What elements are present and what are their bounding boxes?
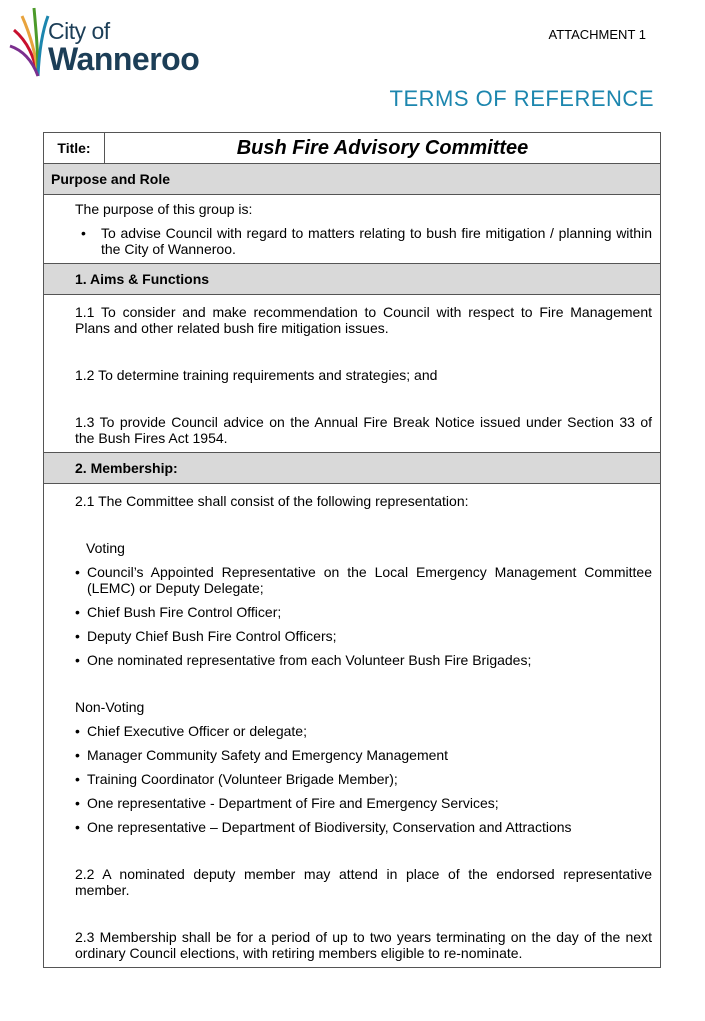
purpose-heading: Purpose and Role xyxy=(44,164,661,195)
aims-paragraph-3: 1.3 To provide Council advice on the Annual Fire Break Notice issued under Section 33 of the Bush Fires Act 1954. xyxy=(75,414,652,446)
committee-title: Bush Fire Advisory Committee xyxy=(105,133,661,164)
document-type-heading: TERMS OF REFERENCE xyxy=(389,86,654,111)
nonvoting-item: • Training Coordinator (Volunteer Brigade Member); xyxy=(75,771,398,787)
purpose-section xyxy=(44,195,661,264)
logo-text-wanneroo: Wanneroo xyxy=(48,41,200,77)
purpose-intro: The purpose of this group is: xyxy=(75,201,253,217)
terms-table xyxy=(43,132,661,968)
voting-item: • Council’s Appointed Representative on the Local Emergency Management Committee (LEMC) or Deputy Delegate; xyxy=(75,564,652,596)
attachment-label: ATTACHMENT 1 xyxy=(548,27,646,42)
title-label: Title: xyxy=(44,133,105,164)
aims-paragraph-1: 1.1 To consider and make recommendation to Council with respect to Fire Management Plans and other related bush fire mitigation issues. xyxy=(75,304,652,336)
nonvoting-item: • Chief Executive Officer or delegate; xyxy=(75,723,307,739)
city-of-wanneroo-logo xyxy=(8,2,223,78)
voting-item: • Deputy Chief Bush Fire Control Officers; xyxy=(75,628,337,644)
voting-label: Voting xyxy=(86,540,125,556)
bullet-symbol: • xyxy=(81,225,86,241)
purpose-bullet xyxy=(75,225,652,257)
aims-section xyxy=(44,295,661,453)
membership-paragraph-3: 2.3 Membership shall be for a period of up to two years terminating on the day of the next ordinary Council elections, with retiring members eligible to re-nominate. xyxy=(75,929,652,961)
membership-paragraph-1: 2.1 The Committee shall consist of the following representation: xyxy=(75,493,469,509)
aims-paragraph-2: 1.2 To determine training requirements and strategies; and xyxy=(75,367,438,383)
logo-text-city-of: City of xyxy=(48,18,110,44)
nonvoting-item: • One representative – Department of Biodiversity, Conservation and Attractions xyxy=(75,819,572,835)
nonvoting-label: Non-Voting xyxy=(75,699,145,715)
nonvoting-item: • One representative - Department of Fire and Emergency Services; xyxy=(75,795,499,811)
purpose-bullet-text: To advise Council with regard to matters relating to bush fire mitigation / planning within the City of Wanneroo. xyxy=(101,225,652,257)
membership-section xyxy=(44,484,661,968)
grasstree-logo-icon xyxy=(8,2,52,78)
aims-heading: 1. Aims & Functions xyxy=(44,264,661,295)
voting-item: • Chief Bush Fire Control Officer; xyxy=(75,604,282,620)
membership-paragraph-2: 2.2 A nominated deputy member may attend in place of the endorsed representative member. xyxy=(75,866,652,898)
voting-item: • One nominated representative from each Volunteer Bush Fire Brigades; xyxy=(75,652,532,668)
membership-heading: 2. Membership: xyxy=(44,453,661,484)
nonvoting-item: • Manager Community Safety and Emergency Management xyxy=(75,747,449,763)
